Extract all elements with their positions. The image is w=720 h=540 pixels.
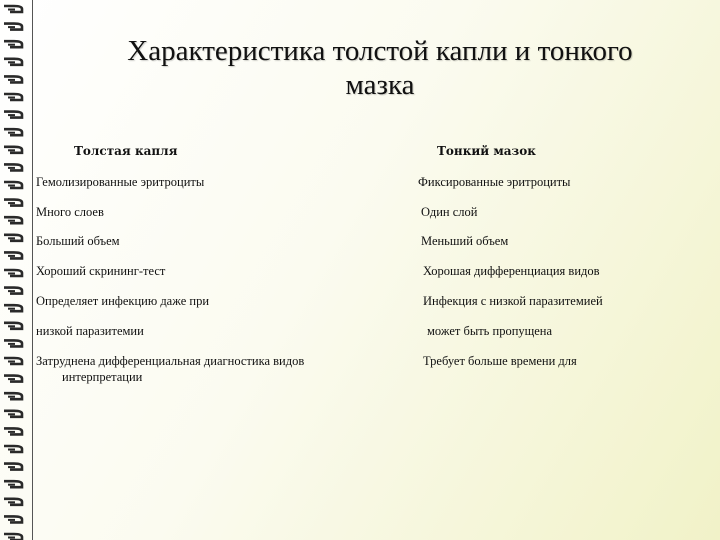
right-cell-1: Фиксированные эритроциты	[418, 175, 571, 189]
spiral-ring	[4, 252, 22, 258]
left-cell-5: Определяет инфекцию даже при	[36, 294, 210, 308]
spiral-ring	[4, 411, 22, 417]
right-column-header: Тонкий мазок	[437, 144, 536, 158]
left-cell-4: Хороший скрининг-тест	[36, 264, 166, 278]
spiral-ring	[4, 41, 22, 47]
spiral-ring	[4, 516, 22, 522]
spiral-ring	[4, 200, 22, 206]
title-line-1: Характеристика толстой капли и тонкого	[127, 35, 633, 67]
left-cell-1: Гемолизированные эритроциты	[36, 175, 205, 189]
spiral-ring	[4, 481, 22, 487]
spiral-binding-icon	[0, 0, 32, 540]
spiral-ring	[4, 59, 22, 65]
spiral-ring	[4, 393, 22, 399]
spiral-ring	[4, 288, 22, 294]
spiral-ring	[4, 129, 22, 135]
spiral-ring	[4, 499, 22, 505]
right-cell-3: Меньший объем	[421, 234, 509, 248]
left-cell-2: Много слоев	[36, 205, 104, 219]
right-cell-7: Требует больше времени для	[423, 354, 577, 368]
title-line-2: мазка	[345, 69, 415, 101]
right-cell-2: Один слой	[421, 205, 478, 219]
spiral-ring	[4, 182, 22, 188]
spiral-ring	[4, 305, 22, 311]
left-column-header: Толстая капля	[74, 144, 178, 158]
spiral-ring	[4, 164, 22, 170]
spiral-ring	[4, 24, 22, 30]
spiral-ring	[4, 446, 22, 452]
left-cell-6: низкой паразитемии	[36, 324, 144, 338]
spiral-ring	[4, 323, 22, 329]
right-cell-5: Инфекция с низкой паразитемией	[423, 294, 603, 308]
right-cell-6: может быть пропущена	[427, 324, 553, 338]
spiral-ring	[4, 340, 22, 346]
spiral-ring	[4, 217, 22, 223]
spiral-ring	[4, 76, 22, 82]
left-cell-7: Затруднена дифференциальная диагностика видов интерпретации	[36, 354, 305, 384]
spiral-ring	[4, 112, 22, 118]
left-cell-3: Больший объем	[36, 234, 120, 248]
margin-line	[32, 0, 33, 540]
spiral-ring	[4, 270, 22, 276]
right-cell-4: Хорошая дифференциация видов	[423, 264, 600, 278]
slide-title	[70, 34, 690, 102]
spiral-ring	[4, 464, 22, 470]
spiral-ring	[4, 94, 22, 100]
spiral-ring	[4, 147, 22, 153]
spiral-ring	[4, 428, 22, 434]
spiral-ring	[4, 235, 22, 241]
spiral-ring	[4, 376, 22, 382]
spiral-ring	[4, 358, 22, 364]
spiral-ring	[4, 6, 22, 12]
spiral-ring	[4, 534, 22, 540]
